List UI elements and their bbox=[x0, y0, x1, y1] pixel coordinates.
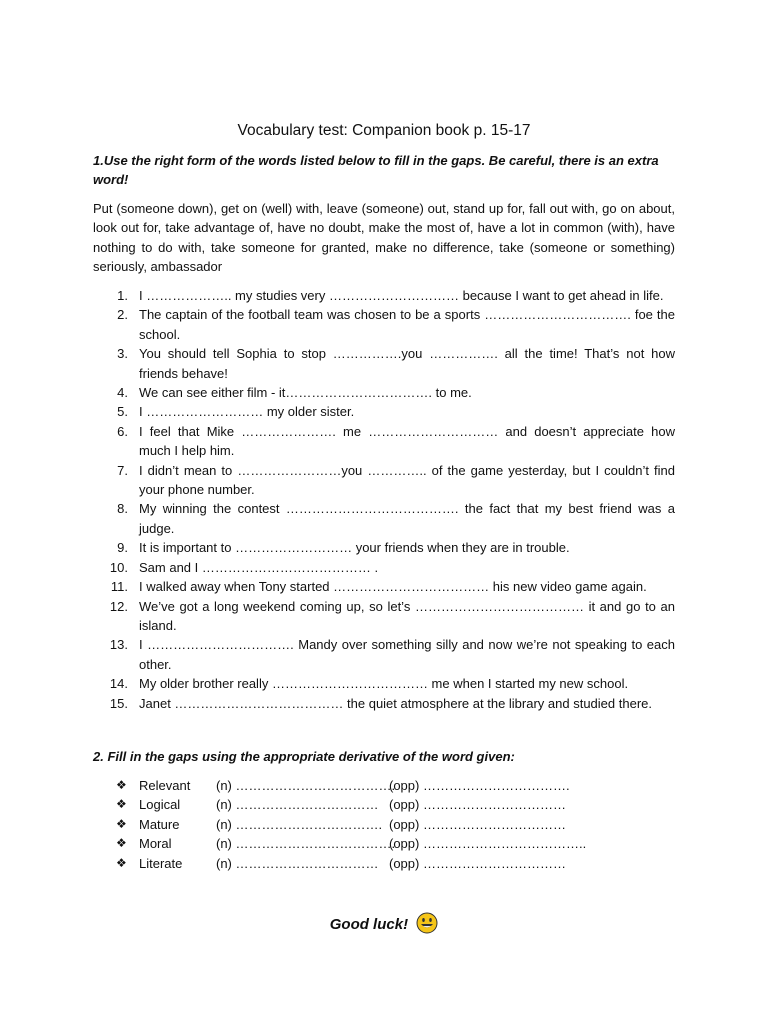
exercise-number: 12. bbox=[109, 598, 128, 614]
base-word: Moral bbox=[139, 836, 172, 852]
derivative-item bbox=[116, 776, 586, 795]
exercise-item bbox=[93, 402, 675, 421]
base-word: Literate bbox=[139, 855, 183, 871]
noun-gap: (n) ……………………………. bbox=[216, 816, 383, 832]
exercise-text: We’ve got a long weekend coming up, so let’s ………………………………… it and go to an island. bbox=[139, 598, 675, 633]
derivative-item bbox=[116, 854, 586, 873]
exercise-item bbox=[93, 499, 675, 538]
exercise-number: 6. bbox=[117, 423, 128, 439]
exercise-item bbox=[93, 305, 675, 344]
base-word: Mature bbox=[139, 816, 180, 832]
exercise-number: 3. bbox=[117, 346, 128, 362]
opposite-gap: (opp) ……………………………. bbox=[389, 778, 570, 793]
exercise-item bbox=[93, 344, 675, 383]
task2-instruction: 2. Fill in the gaps using the appropriate derivative of the word given: bbox=[93, 749, 515, 764]
exercise-item bbox=[93, 577, 675, 596]
page-title: Vocabulary test: Companion book p. 15-17 bbox=[237, 122, 531, 139]
noun-gap: (n) …………………………… bbox=[216, 855, 379, 871]
exercise-number: 14. bbox=[109, 676, 128, 692]
exercise-text: I ……………………………. Mandy over something silly and now we’re not speaking to each other. bbox=[139, 637, 675, 672]
exercise-text: I feel that Mike …………………. me ………………………… and doesn’t appreciate how much I help him. bbox=[139, 423, 675, 459]
smiley-emoji-icon bbox=[416, 912, 438, 941]
exercise-item bbox=[93, 422, 675, 461]
exercise-number: 5. bbox=[117, 404, 128, 420]
opposite-gap: (opp) …………………………… bbox=[389, 797, 566, 813]
exercise-number: 1. bbox=[117, 288, 128, 303]
base-word: Logical bbox=[139, 797, 181, 813]
opposite-gap: (opp) ……………………………….. bbox=[389, 836, 587, 852]
exercise-item bbox=[93, 383, 675, 402]
derivative-item bbox=[116, 834, 586, 853]
exercise-number: 11. bbox=[110, 579, 128, 595]
bullet-icon: ❖ bbox=[116, 797, 127, 812]
derivative-list bbox=[116, 776, 586, 873]
exercise-text: My older brother really ……………………………… me when I started my new school. bbox=[139, 676, 629, 692]
bullet-icon: ❖ bbox=[116, 816, 127, 831]
exercise-text: I walked away when Tony started ……………………………… his new video game again. bbox=[139, 579, 647, 595]
derivative-item bbox=[116, 795, 586, 814]
closing-message bbox=[0, 912, 768, 941]
exercise-text: You should tell Sophia to stop …………….you ……………. all the time! That’s not how friends behave! bbox=[139, 346, 675, 381]
opposite-gap: (opp) …………………………… bbox=[389, 855, 566, 871]
exercise-text: I ……………………… my older sister. bbox=[139, 404, 355, 420]
bullet-icon: ❖ bbox=[116, 855, 127, 870]
exercise-item bbox=[93, 461, 675, 500]
exercise-text: My winning the contest …………………………………. the fact that my best friend was a judge. bbox=[139, 501, 675, 536]
exercise-number: 2. bbox=[117, 307, 128, 323]
exercise-text: Janet ………………………………… the quiet atmosphere at the library and studied there. bbox=[139, 695, 652, 711]
exercise-text: I ……………….. my studies very ………………………… because I want to get ahead in life. bbox=[139, 288, 664, 303]
exercise-text: It is important to ……………………… your friends when they are in trouble. bbox=[139, 540, 570, 556]
good-luck-text: Good luck! bbox=[329, 916, 409, 933]
exercise-item bbox=[93, 635, 675, 674]
exercise-text: We can see either film - it……………………………. to me. bbox=[139, 385, 472, 401]
bullet-icon: ❖ bbox=[116, 836, 127, 851]
noun-gap: (n) ………………………………. bbox=[216, 836, 396, 852]
bullet-icon: ❖ bbox=[116, 778, 127, 792]
noun-gap: (n) …………………………… bbox=[216, 797, 379, 813]
derivative-item bbox=[116, 815, 586, 834]
exercise-number: 13. bbox=[109, 637, 128, 653]
exercise-item bbox=[93, 538, 675, 557]
exercise-item bbox=[93, 674, 675, 693]
word-list: Put (someone down), get on (well) with, leave (someone) out, stand up for, fall out with, go on about, look out for, take advantage of, have no doubt, make the most of, have a lot in common (with), have nothing to do with, take someone for granted, make no difference, take (someone or something) seriously, ambassador bbox=[93, 201, 675, 275]
noun-gap: (n) ………………………………. bbox=[216, 778, 396, 793]
exercise-list bbox=[93, 286, 675, 713]
opposite-gap: (opp) …………………………… bbox=[389, 816, 566, 832]
exercise-number: 10. bbox=[109, 559, 128, 575]
exercise-item bbox=[93, 558, 675, 577]
exercise-number: 4. bbox=[117, 385, 128, 401]
exercise-text: Sam and I ………………………………… . bbox=[139, 559, 379, 575]
exercise-item bbox=[93, 694, 675, 713]
exercise-number: 15. bbox=[109, 695, 128, 711]
exercise-item bbox=[93, 597, 675, 636]
task1-instruction: 1.Use the right form of the words listed below to fill in the gaps. Be careful, there is an extra word! bbox=[93, 153, 659, 188]
exercise-number: 8. bbox=[117, 501, 128, 517]
exercise-number: 9. bbox=[117, 540, 128, 556]
exercise-text: The captain of the football team was chosen to be a sports ……………………………. foe the school. bbox=[139, 307, 675, 342]
exercise-item bbox=[93, 286, 675, 305]
exercise-number: 7. bbox=[117, 462, 128, 478]
exercise-text: I didn’t mean to ……………………you ………….. of the game yesterday, but I couldn’t find your phone number. bbox=[139, 462, 675, 498]
base-word: Relevant bbox=[139, 778, 191, 793]
